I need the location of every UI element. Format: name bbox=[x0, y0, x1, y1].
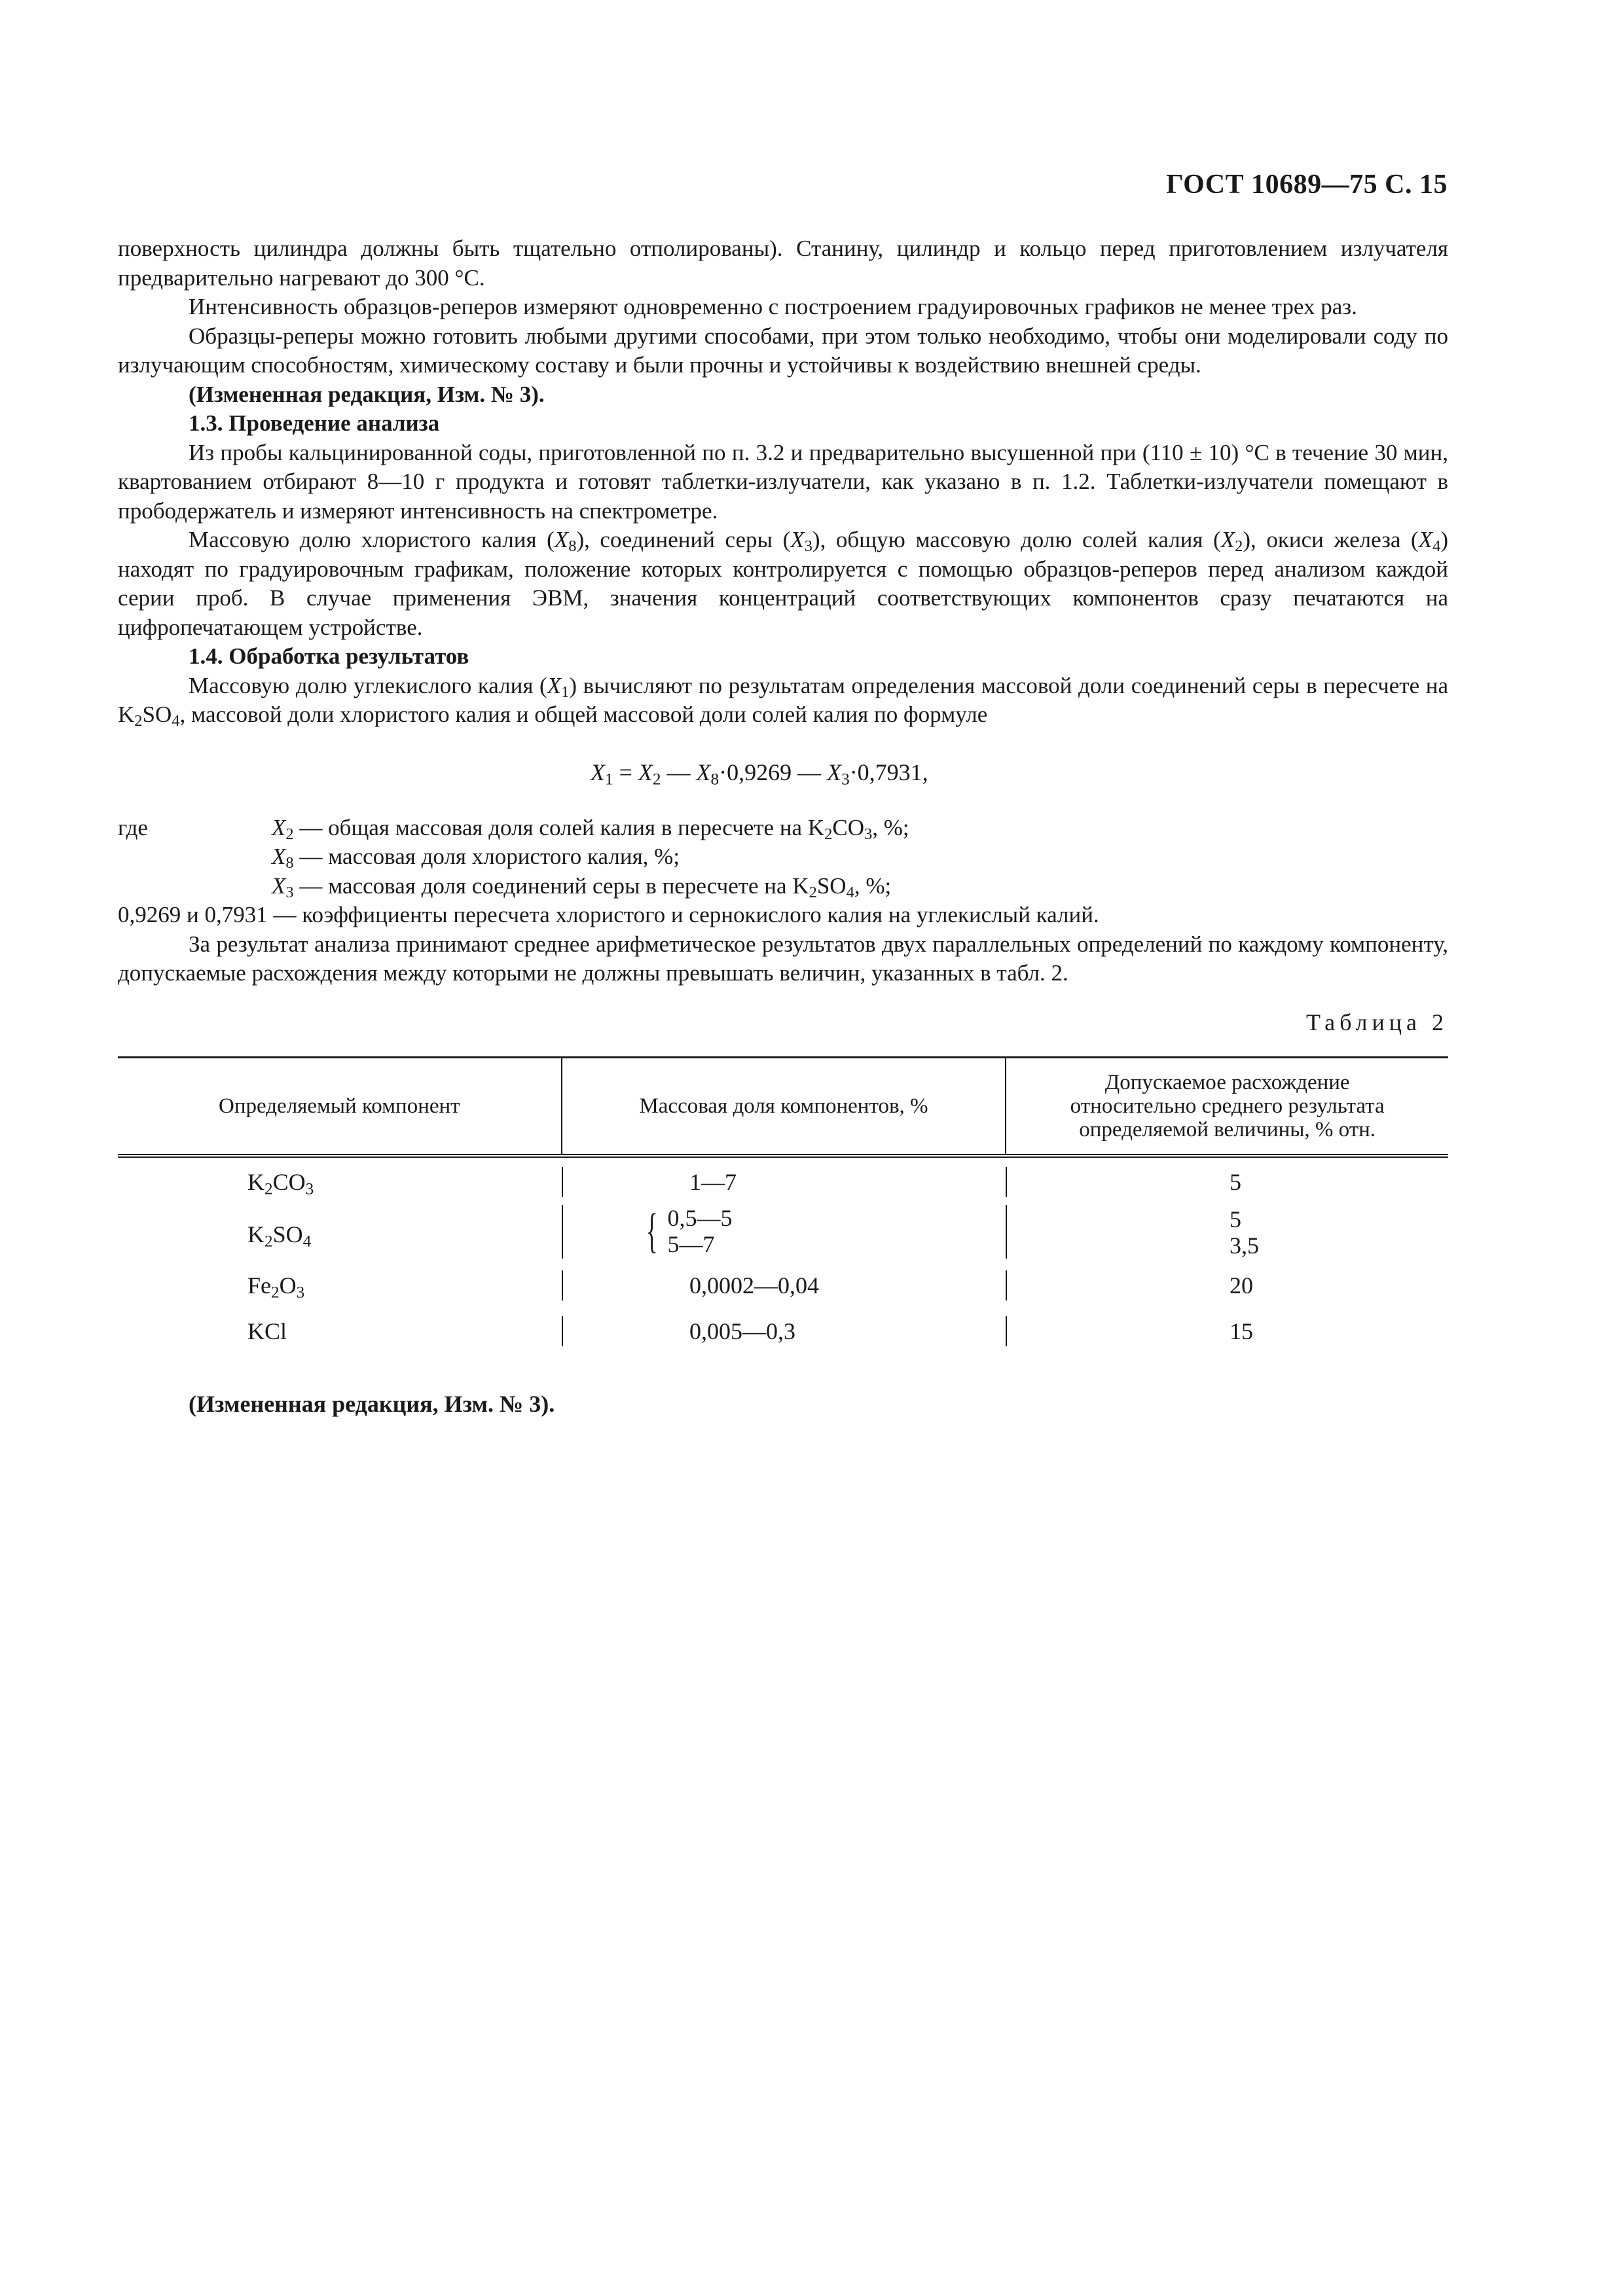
table-row: $K_2SO_4$ { 0,5—5 5—7 5 3,5 bbox=[118, 1197, 1448, 1259]
paragraph: Интенсивность образцов-реперов измеряют одновременно с построением градуировочных графиков не менее трех раз. bbox=[189, 294, 1357, 319]
column-header: Массовая доля компонентов, % bbox=[561, 1058, 1006, 1154]
table-header bbox=[118, 1058, 1448, 1158]
table-2 bbox=[118, 1056, 1448, 1358]
where-label: где bbox=[118, 814, 148, 840]
paragraph: Из пробы кальцинированной соды, приготовленной по п. 3.2 и предварительно высушенной при (110 ± 10) °С в течение 30 мин, квартованием отбирают 8—10 г продукта и готовят таблетки-излучатели, как указано в п. 1.2. Таблетки-излучатели помещают в прободержатель и измеряют интенсивность на спектрометре. bbox=[118, 439, 1448, 524]
section-heading-1-3: 1.3. Проведение анализа bbox=[189, 410, 440, 436]
coefficient-note: 0,9269 и 0,7931 — коэффициенты пересчета хлористого и сернокислого калия на углекислый калий. bbox=[118, 902, 1099, 927]
paragraph: Массовую долю хлористого калия $(X_8)$, соединений серы $(X_3)$, общую массовую долю солей калия $(X_2)$, окиси железа $(X_4)$ находят по градуировочным графикам, положение которых контролируется с помощью образцов-реперов перед анализом каждой серии проб. В случае применения ЭВМ, значения концентраций соответствующих компонентов сразу печатаются на цифропечатающем устройстве. bbox=[118, 527, 1448, 640]
formula-legend: где $X_2$ — общая массовая доля солей калия в пересчете на $K_2CO_3$, %; $X_8$ — массовая доля хлористого калия, %; $X_3$ — массовая доля соединений серы в пересчете на $K_2SO_4$, %; 0,9269 и 0,7931 — коэффициенты пересчета хлористого и сернокислого калия на углекислый калий. bbox=[118, 814, 1448, 930]
paragraph: За результат анализа принимают среднее арифметическое результатов двух параллельных определений по каждому компоненту, допускаемые расхождения между которыми не должны превышать величин, указанных в табл. 2. bbox=[118, 931, 1448, 986]
table-caption: Таблица 2 bbox=[1306, 1009, 1448, 1035]
page-header: ГОСТ 10689—75 С. 15 bbox=[1165, 170, 1448, 200]
section-heading-1-4: 1.4. Обработка результатов bbox=[189, 643, 469, 669]
brace: { bbox=[646, 1204, 658, 1258]
amendment-note: (Измененная редакция, Изм. № 3). bbox=[189, 1391, 555, 1417]
column-header: Допускаемое расхождение относительно среднего результата определяемой величины, % отн. bbox=[1005, 1058, 1448, 1154]
column-header: Определяемый компонент bbox=[219, 1094, 460, 1118]
table-row: $K_2CO_3$ 1—7 5 bbox=[118, 1158, 1448, 1197]
table-row: KCl 0,005—0,3 15 bbox=[118, 1300, 1448, 1358]
paragraph: поверхность цилиндра должны быть тщательно отполированы). Станину, цилиндр и кольцо перед приготовлением излучателя предварительно нагревают до 300 °С. bbox=[118, 236, 1448, 291]
formula: $X_1 = X_2$ — $X_8\cdot 0,9269$ — $X_3\cdot 0,7931$, bbox=[591, 759, 928, 788]
document-body bbox=[118, 234, 1448, 1419]
table-row: $Fe_2O_3$ 0,0002—0,04 20 bbox=[118, 1259, 1448, 1300]
amendment-note: (Измененная редакция, Изм. № 3). bbox=[189, 381, 545, 407]
paragraph: Массовую долю углекислого калия $(X_1)$ вычисляют по результатам определения массовой доли соединений серы в пересчете на $K_2SO_4$, массовой доли хлористого калия и общей массовой доли солей калия по формуле bbox=[118, 672, 1448, 730]
paragraph: Образцы-реперы можно готовить любыми другими способами, при этом только необходимо, чтобы они моделировали соду по излучающим способностям, химическому составу и были прочны и устойчивы к воздействию внешней среды. bbox=[118, 323, 1448, 378]
